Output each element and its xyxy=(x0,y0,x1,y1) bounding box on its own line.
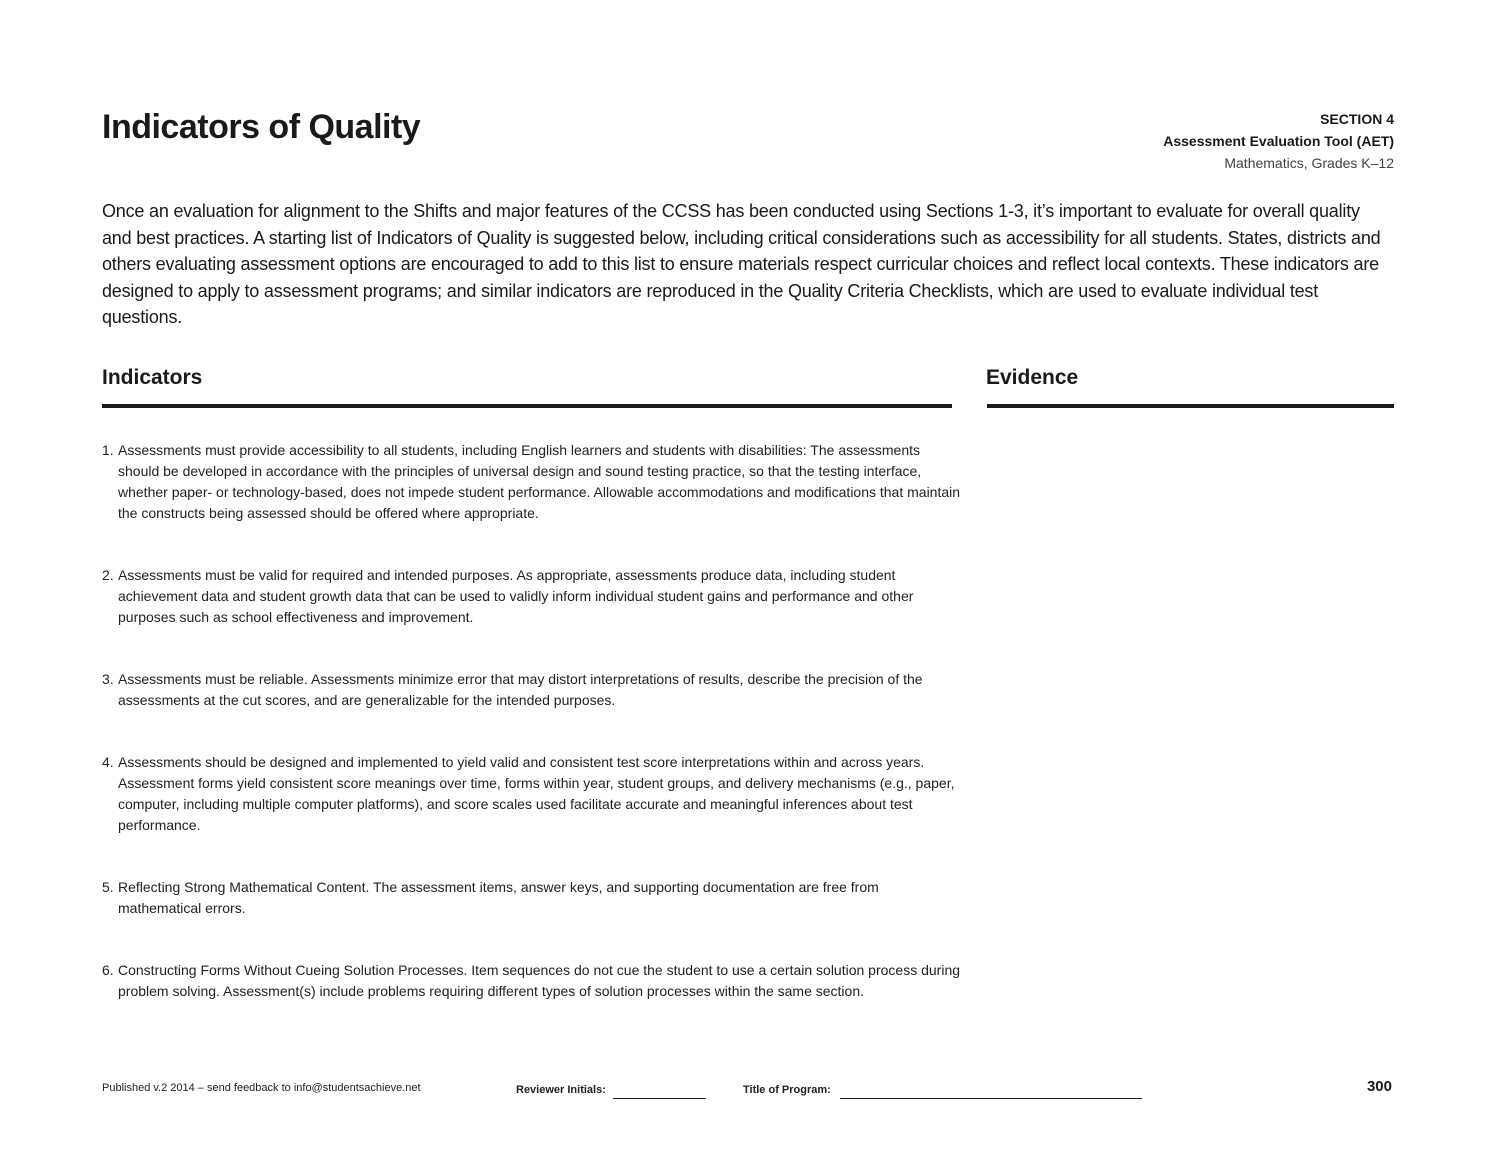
subject-label: Mathematics, Grades K–12 xyxy=(1224,155,1394,171)
section-label: SECTION 4 xyxy=(1320,111,1394,127)
indicator-item xyxy=(102,752,962,836)
indicator-item xyxy=(102,440,962,524)
indicator-number: 3. xyxy=(102,671,114,687)
reviewer-initials-field[interactable] xyxy=(613,1098,706,1099)
page-title: Indicators of Quality xyxy=(102,108,421,146)
indicator-number: 6. xyxy=(102,962,114,978)
indicator-item xyxy=(102,960,962,1002)
indicator-text: Assessments must provide accessibility to all students, including English learners and students with disabilities: The assessments should be developed in accordance with the principles of universal design and sound testing practice, so that the testing interface, whether paper- or technology-based, does not impede student performance. Allowable accommodations and modifications that maintain the constructs being assessed should be offered where appropriate. xyxy=(118,442,961,521)
indicator-item xyxy=(102,669,962,711)
program-title-label: Title of Program: xyxy=(743,1084,831,1096)
indicator-number: 2. xyxy=(102,567,114,583)
indicator-item xyxy=(102,877,962,919)
indicator-text: Assessments must be valid for required and intended purposes. As appropriate, assessments produce data, including student achievement data and student growth data that can be used to validly inform individual student gains and performance and other purposes such as school effectiveness and improvement. xyxy=(118,567,914,625)
footer-published: Published v.2 2014 – send feedback to info@studentsachieve.net xyxy=(102,1082,421,1094)
indicator-number: 1. xyxy=(102,442,114,458)
indicators-rule xyxy=(102,404,952,408)
evidence-rule xyxy=(987,404,1394,408)
indicator-text: Assessments must be reliable. Assessments minimize error that may distort interpretations of results, describe the precision of the assessments at the cut scores, and are generalizable for the intended purposes. xyxy=(118,671,923,708)
section-info xyxy=(1163,108,1394,174)
indicator-item xyxy=(102,565,962,628)
tool-name: Assessment Evaluation Tool (AET) xyxy=(1163,133,1394,149)
intro-paragraph: Once an evaluation for alignment to the Shifts and major features of the CCSS has been conducted using Sections 1-3, it’s important to evaluate for overall quality and best practices. A starting list of Indicators of Quality is suggested below, including critical considerations such as accessibility for all students. States, districts and others evaluating assessment options are encouraged to add to this list to ensure materials respect curricular choices and reflect local contexts. These indicators are designed to apply to assessment programs; and similar indicators are reproduced in the Quality Criteria Checklists, which are used to evaluate individual test questions. xyxy=(102,201,1381,327)
indicator-number: 5. xyxy=(102,879,114,895)
indicators-heading: Indicators xyxy=(102,366,203,389)
reviewer-initials-label: Reviewer Initials: xyxy=(516,1084,606,1096)
indicator-number: 4. xyxy=(102,754,114,770)
indicator-list xyxy=(102,440,962,1002)
page-number: 300 xyxy=(1366,1078,1392,1095)
indicator-text: Reflecting Strong Mathematical Content. The assessment items, answer keys, and supporting documentation are free from mathematical errors. xyxy=(118,879,879,916)
indicator-text: Assessments should be designed and implemented to yield valid and consistent test score interpretations within and across years. Assessment forms yield consistent score meanings over time, forms within year, student groups, and delivery mechanisms (e.g., paper, computer, including multiple computer platforms), and score scales used facilitate accurate and meaningful inferences about test performance. xyxy=(118,754,955,833)
evidence-heading: Evidence xyxy=(986,366,1079,389)
indicator-text: Constructing Forms Without Cueing Solution Processes. Item sequences do not cue the student to use a certain solution process during problem solving. Assessment(s) include problems requiring different types of solution processes within the same section. xyxy=(118,962,961,999)
program-title-field[interactable] xyxy=(840,1098,1142,1099)
